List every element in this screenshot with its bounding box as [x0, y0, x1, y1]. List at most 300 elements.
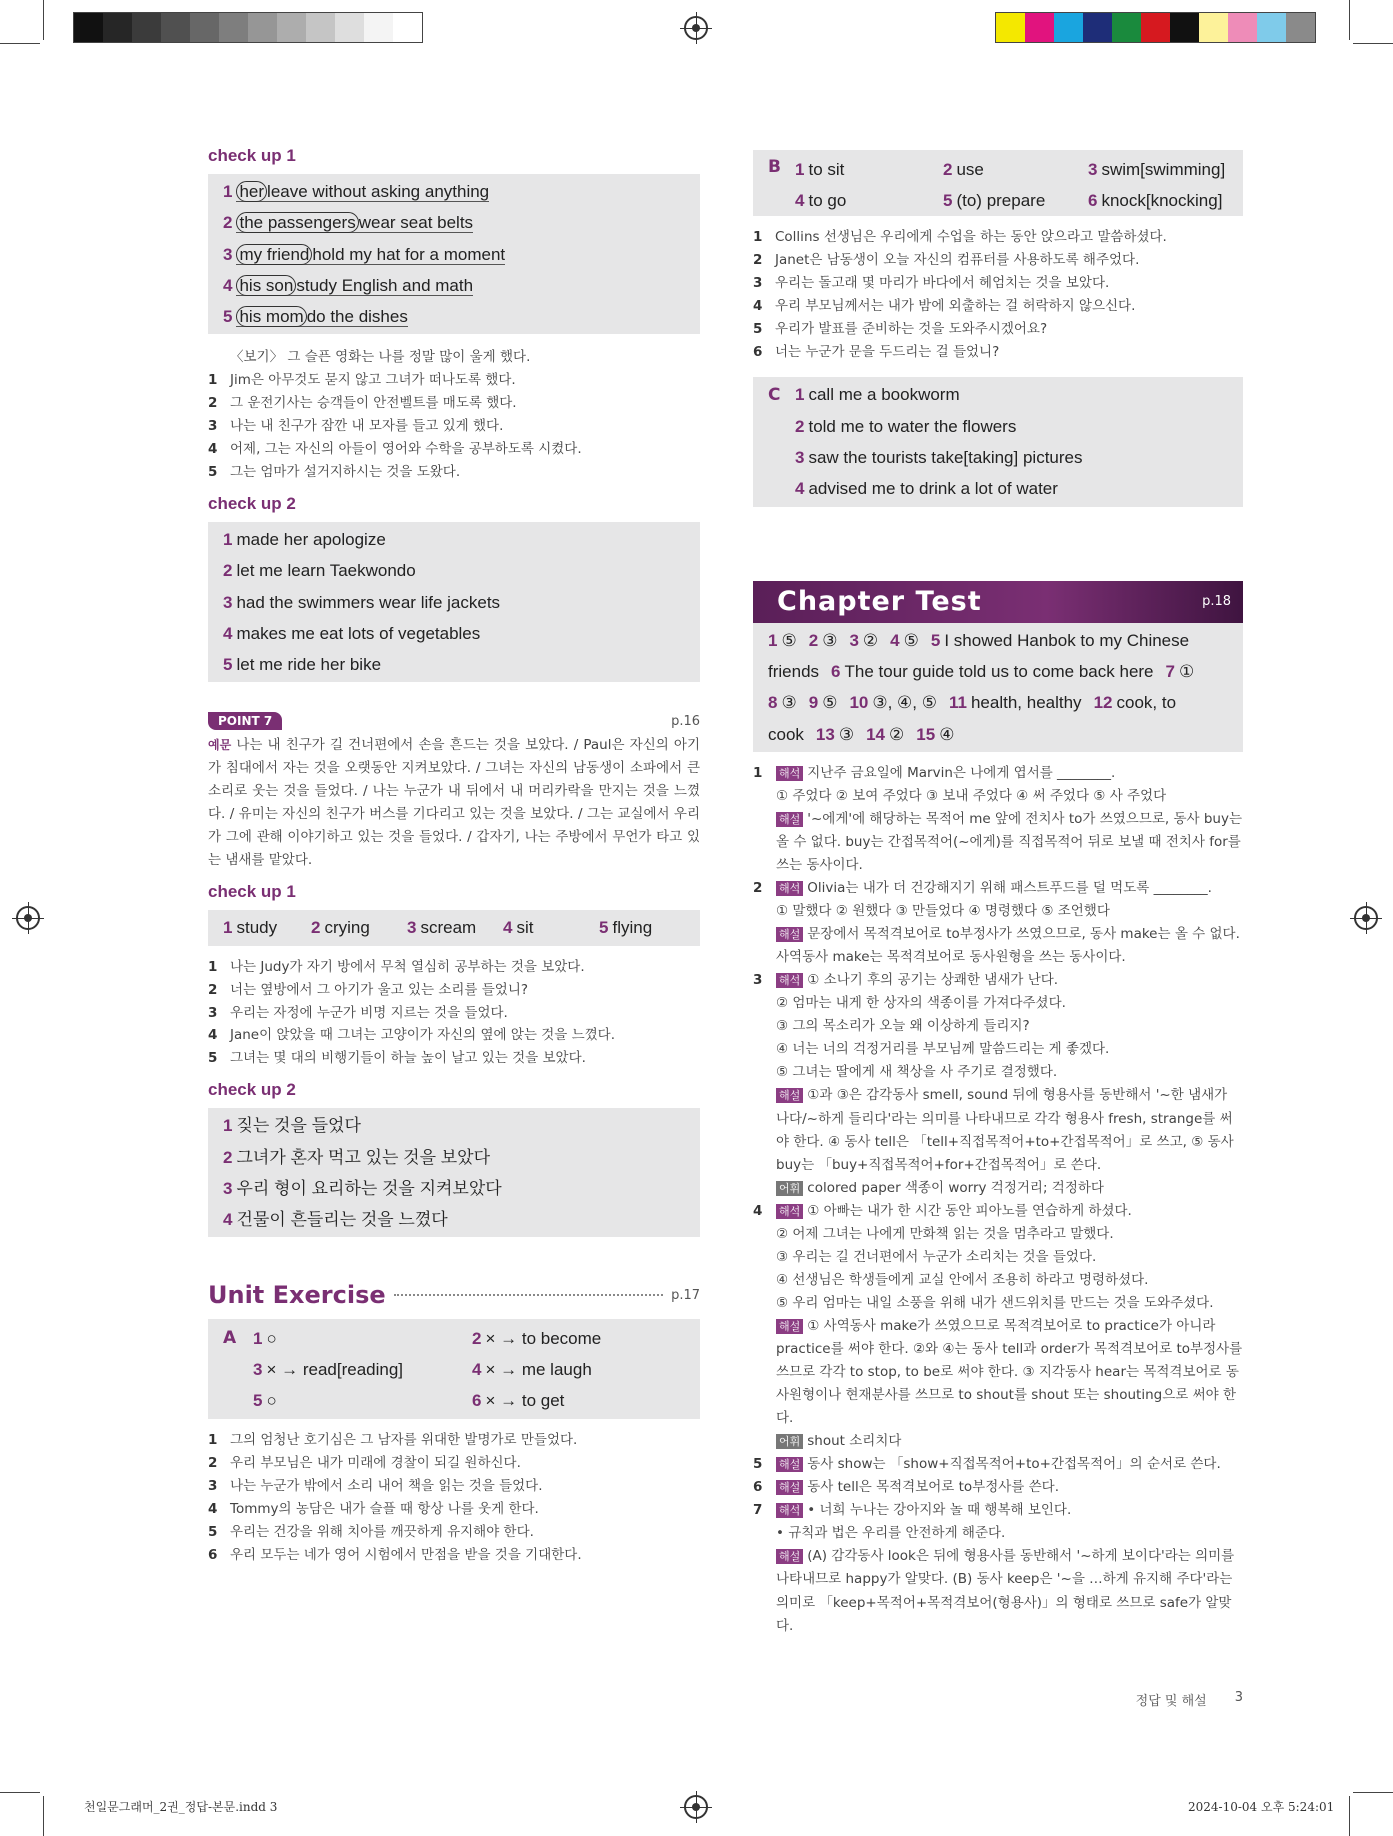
- gray-swatch: [335, 13, 364, 42]
- answer-number: 6: [831, 661, 841, 681]
- exercise-answer: [472, 1385, 564, 1416]
- translation-line: [208, 1521, 700, 1544]
- explanation-text: [776, 992, 1243, 1015]
- answer-number: 1: [795, 385, 805, 405]
- chapter-test-item: [866, 725, 904, 744]
- translation-number: 6: [753, 343, 763, 360]
- translation-text: 우리는 자정에 누군가 비명 지르는 것을 들었다.: [230, 1004, 508, 1021]
- gray-swatch: [393, 13, 422, 42]
- answer-rest: study English and math: [296, 275, 474, 295]
- translation-line: [208, 1498, 700, 1521]
- answer-text: ③: [838, 724, 855, 744]
- explanation-number: 2: [753, 880, 763, 897]
- unit-exercise-answers: [208, 1319, 700, 1419]
- explanation-tag: 해설: [776, 1319, 803, 1334]
- explanation-body: Olivia는 내가 더 건강해지기 위해 패스트푸드를 덜 먹도록 ________.: [807, 880, 1212, 897]
- explanation-body: colored paper 색종이 worry 걱정거리; 걱정하다: [807, 1179, 1104, 1196]
- answer-text: flying: [612, 918, 653, 938]
- explanation-text: [776, 1522, 1243, 1545]
- answer-text: to go: [808, 191, 847, 210]
- explanation-tag: 해설: [776, 1457, 803, 1472]
- answer-number: 3: [1088, 160, 1098, 179]
- explanation-body: ① 주었다 ② 보여 주었다 ③ 보내 주었다 ④ 써 주었다 ⑤ 사 주었다: [776, 787, 1167, 804]
- translation-text: 그녀는 몇 대의 비행기들이 하늘 높이 날고 있는 것을 보았다.: [230, 1050, 586, 1067]
- explanation-body: ① 사역동사 make가 쓰였으므로 목적격보어로 to practice가 아니라 practice를 써야 한다. ②와 ④는 동사 tell과 order가 목적격보어로 to부정사를 쓰므로 각각 to stop, to be로 써야 한다. ③ 지각동사 hear는 목적격보어로 동사원형이나 현재분사를 쓰므로 to shout를 shout 또는 shouting으로 써야 한다.: [776, 1317, 1243, 1427]
- chapter-test-item: [768, 662, 819, 681]
- answer-line: [783, 411, 1243, 442]
- translation-text: Janet은 남동생이 오늘 자신의 컴퓨터를 사용하도록 해주었다.: [775, 251, 1140, 268]
- chapter-test-item: [1094, 693, 1176, 712]
- translation-text: 나는 Judy가 자기 방에서 무척 열심히 공부하는 것을 보았다.: [230, 958, 585, 975]
- answer-number: 3: [795, 448, 805, 468]
- point-page: p.16: [671, 713, 700, 729]
- answer-number: 4: [223, 275, 233, 295]
- explanation-text: [776, 1200, 1243, 1223]
- answer-number: 5: [223, 655, 233, 675]
- explanation-line: [753, 1292, 1243, 1315]
- point-example-text: [208, 734, 700, 872]
- vocabulary-tag: 어휘: [776, 1181, 803, 1196]
- color-swatch: [1083, 13, 1112, 42]
- chapter-test-line: [753, 656, 1243, 687]
- answer-number: 3: [223, 1178, 233, 1198]
- answer-text: ⑤: [822, 693, 838, 713]
- exercise-answer: [472, 1354, 592, 1385]
- explanation-body: ④ 너는 너의 걱정거리를 부모님께 말씀드리는 게 좋겠다.: [776, 1041, 1110, 1058]
- answer-number: 14: [866, 724, 886, 744]
- color-swatch: [1170, 13, 1199, 42]
- footer-file-name: 천일문그래머_2권_정답-본문.indd 3: [84, 1800, 278, 1814]
- gray-swatch: [219, 13, 248, 42]
- registration-mark-bottom: [684, 1795, 708, 1819]
- answer-number: 1: [223, 918, 233, 938]
- answer-number: 4: [795, 479, 805, 499]
- check-up-2-answers: [208, 522, 700, 682]
- answer-text: ③, ④, ⑤: [872, 693, 937, 713]
- translation-line: [208, 392, 700, 415]
- explanation-number: [753, 785, 776, 808]
- answer-number: 4: [890, 630, 900, 650]
- page-number: 3: [1234, 1690, 1243, 1705]
- answer-text: swim[swimming]: [1101, 160, 1226, 179]
- circled-object: his mom: [236, 306, 306, 327]
- explanation-line: [753, 1038, 1243, 1061]
- answer-text: cook: [768, 724, 804, 744]
- answer-text: 건물이 흔들리는 것을 느꼈다: [236, 1210, 448, 1230]
- explanation-line: [753, 1315, 1243, 1430]
- translation-number: 1: [208, 1432, 218, 1449]
- explanation-body: ① 소나기 후의 공기는 상쾌한 냄새가 난다.: [807, 972, 1059, 989]
- explanation-line: [753, 808, 1243, 877]
- explanation-number: [753, 1015, 776, 1038]
- chapter-test-line: [753, 625, 1243, 656]
- grayscale-color-bar: [73, 12, 423, 43]
- answer-line: [208, 301, 700, 332]
- answer-number: 3: [253, 1360, 263, 1380]
- explanation-number: 5: [753, 1456, 763, 1473]
- translation-number: 5: [208, 464, 218, 481]
- translation-number: 3: [208, 1004, 218, 1021]
- answer-text: had the swimmers wear life jackets: [236, 592, 501, 612]
- answer-number: 3: [223, 592, 233, 612]
- explanation-line: [753, 992, 1243, 1015]
- chapter-test-line: [753, 719, 1243, 750]
- answer-text: call me a bookworm: [808, 385, 960, 405]
- translation-line: [208, 346, 700, 369]
- gray-swatch: [248, 13, 277, 42]
- translation-text: 나는 내 친구가 잠깐 내 모자를 들고 있게 했다.: [230, 418, 504, 435]
- chapter-test-item: [849, 631, 878, 650]
- translation-line: [753, 318, 1243, 341]
- answer-number: 5: [599, 918, 609, 938]
- answer-text: study: [236, 918, 278, 938]
- explanation-body: ② 엄마는 내게 한 상자의 색종이를 가져다주셨다.: [776, 995, 1066, 1012]
- answer-number: 2: [223, 561, 233, 581]
- explanation-body: ④ 선생님은 학생들에게 교실 안에서 조용히 하라고 명령하셨다.: [776, 1271, 1149, 1288]
- explanation-number: [753, 1522, 776, 1545]
- circled-object: his son: [236, 275, 296, 296]
- check-up-1-heading: check up 1: [208, 146, 296, 165]
- underlined-answer: [236, 213, 473, 233]
- translation-number: 2: [753, 251, 763, 268]
- answer-line: [783, 379, 1243, 410]
- explanation-text: [776, 1061, 1243, 1084]
- explanation-body: (A) 감각동사 look은 뒤에 형용사를 동반해서 '~하게 보이다'라는 의미를 나타내므로 happy가 알맞다. (B) 동사 keep은 '~을 …하게 유지해 주다'라는 의미로 「keep+목적어+목적격보어(형용사)」의 형태로 쓰므로 safe가 알맞다.: [776, 1548, 1235, 1634]
- explanation-text: [776, 969, 1243, 992]
- explanation-tag: 해설: [776, 1549, 803, 1564]
- explanation-number: [753, 1269, 776, 1292]
- translation-number: 2: [208, 981, 218, 998]
- explanation-line: [753, 1177, 1243, 1200]
- explanation-body: ③ 그의 목소리가 오늘 왜 이상하게 들리지?: [776, 1018, 1030, 1035]
- answer-text: let me ride her bike: [236, 655, 382, 675]
- explanation-tag: 해석: [776, 881, 803, 896]
- answer-line: [208, 649, 700, 680]
- chapter-test-page: p.18: [1202, 594, 1231, 610]
- answer-text: The tour guide told us to come back here: [844, 661, 1154, 681]
- explanation-text: [776, 1223, 1243, 1246]
- unit-exercise-page: p.17: [671, 1287, 700, 1303]
- color-swatch: [1228, 13, 1257, 42]
- exercise-answer: [472, 1323, 601, 1354]
- check-up-2b-answers: [208, 1108, 700, 1237]
- registration-mark-right: [1354, 906, 1378, 930]
- explanation-text: [776, 1430, 1243, 1453]
- translation-line: [753, 249, 1243, 272]
- section-b-label: B: [768, 157, 781, 177]
- translation-line: [208, 1024, 700, 1047]
- left-column: [208, 146, 700, 1567]
- translation-text: 우리는 건강을 위해 치아를 깨끗하게 유지해야 한다.: [230, 1524, 534, 1541]
- answer-text: made her apologize: [236, 529, 386, 549]
- answer-text: × → to become: [485, 1329, 602, 1349]
- example-body: 나는 내 친구가 길 건너편에서 손을 흔드는 것을 보았다. / Paul은 자신의 아기가 침대에서 자는 것을 오랫동안 지켜보았다. / 그녀는 자신의 남동생이 소파에서 큰 소리로 웃는 것을 들었다. / 나는 누군가 내 뒤에서 내 머리카락을 만지는 것을 느꼈다. / 유미는 자신의 친구가 버스를 기다리고 있는 것을 보았다. / 그는 교실에서 우리가 그에 관해 이야기하고 있는 것을 들었다. / 갑자기, 나는 주방에서 무언가 타고 있는 냄새를 맡았다.: [208, 737, 700, 869]
- translation-number: 4: [208, 441, 218, 458]
- explanation-text: [776, 1269, 1243, 1292]
- explanation-number: [753, 808, 776, 877]
- answer-item: [223, 912, 311, 943]
- explanation-body: ① 아빠는 내가 한 시간 동안 피아노를 연습하게 하셨다.: [807, 1202, 1132, 1219]
- chapter-test-item: [768, 631, 797, 650]
- answer-line: [208, 1204, 700, 1235]
- explanation-tag: 해석: [776, 1204, 803, 1219]
- explanation-tag: 해석: [776, 1503, 803, 1518]
- answer-number: 3: [407, 918, 417, 938]
- registration-mark-left: [16, 906, 40, 930]
- explanation-line: [753, 1061, 1243, 1084]
- explanation-body: shout 소리치다: [807, 1433, 902, 1450]
- exercise-answer: [253, 1323, 277, 1354]
- section-b-answer: [795, 185, 846, 216]
- answer-number: 2: [795, 416, 805, 436]
- answer-number: 7: [1165, 661, 1175, 681]
- answer-text: advised me to drink a lot of water: [808, 479, 1058, 499]
- answer-text: 짖는 것을 들었다: [236, 1116, 361, 1136]
- explanation-text: [776, 1038, 1243, 1061]
- answer-text: ⑤: [781, 630, 797, 650]
- explanation-line: [753, 1476, 1243, 1499]
- answer-text: ○: [266, 1329, 277, 1349]
- explanation-line: [753, 969, 1243, 992]
- answer-number: 2: [223, 1147, 233, 1167]
- answer-text: let me learn Taekwondo: [236, 561, 416, 581]
- explanation-body: ⑤ 우리 엄마는 내일 소풍을 위해 내가 샌드위치를 만드는 것을 도와주셨다.: [776, 1294, 1214, 1311]
- explanation-number: [753, 1177, 776, 1200]
- answer-text: 그녀가 혼자 먹고 있는 것을 보았다: [236, 1147, 490, 1167]
- answer-text: crying: [324, 918, 370, 938]
- explanation-line: [753, 1522, 1243, 1545]
- underlined-answer: [236, 307, 407, 327]
- translation-text: Tommy의 농담은 내가 슬플 때 항상 나를 웃게 한다.: [230, 1501, 539, 1518]
- explanation-body: 문장에서 목적격보어로 to부정사가 쓰였으므로, 동사 make는 올 수 없다. 사역동사 make는 목적격보어로 동사원형을 쓰는 동사이다.: [776, 926, 1240, 966]
- answer-text: knock[knocking]: [1101, 191, 1223, 210]
- chapter-test-line: [753, 687, 1243, 718]
- translation-line: [753, 272, 1243, 295]
- answer-line: [783, 442, 1243, 473]
- explanation-number: [753, 900, 776, 923]
- answer-number: 5: [223, 307, 233, 327]
- explanation-body: • 너희 누나는 강아지와 놀 때 행복해 보인다.: [807, 1502, 1072, 1519]
- explanation-text: [776, 808, 1243, 877]
- chapter-test-item: [831, 662, 1153, 681]
- color-swatch: [1054, 13, 1083, 42]
- explanation-number: [753, 992, 776, 1015]
- explanation-text: [776, 1499, 1243, 1522]
- translation-line: [753, 295, 1243, 318]
- translation-line: [208, 1002, 700, 1025]
- explanation-line: [753, 762, 1243, 785]
- explanation-text: [776, 1315, 1243, 1430]
- dotted-leader: [394, 1294, 663, 1296]
- answer-text: ①: [1178, 661, 1195, 681]
- answer-number: 3: [849, 630, 859, 650]
- chapter-test-item: [916, 725, 954, 744]
- answer-text: cook, to: [1116, 693, 1177, 713]
- translation-line: [753, 341, 1243, 364]
- answer-number: 5: [253, 1391, 263, 1411]
- right-column: [753, 150, 1243, 1709]
- answer-item: [503, 912, 599, 943]
- translation-line: [208, 415, 700, 438]
- footer-timestamp: 2024-10-04 오후 5:24:01: [1188, 1800, 1335, 1814]
- explanation-text: [776, 1177, 1243, 1200]
- section-c-answers: [753, 377, 1243, 506]
- explanation-body: 동사 show는 「show+직접목적어+to+간접목적어」의 순서로 쓴다.: [807, 1456, 1221, 1473]
- translation-number: 3: [753, 274, 763, 291]
- answer-number: 4: [223, 623, 233, 643]
- answer-number: 4: [795, 191, 805, 210]
- translation-text: 우리 모두는 네가 영어 시험에서 만점을 받을 것을 기대한다.: [230, 1546, 582, 1563]
- footer-section-label: 정답 및 해설: [1135, 1694, 1207, 1709]
- translation-line: [208, 438, 700, 461]
- answer-text: told me to water the flowers: [808, 416, 1017, 436]
- color-swatch: [1112, 13, 1141, 42]
- answer-item: [407, 912, 503, 943]
- explanation-number: 1: [753, 764, 763, 781]
- translation-text: 그의 엄청난 호기심은 그 남자를 위대한 발명가로 만들었다.: [230, 1432, 578, 1449]
- translation-line: [208, 1429, 700, 1452]
- color-swatch: [1199, 13, 1228, 42]
- translation-number: 2: [208, 395, 218, 412]
- answer-number: 3: [223, 244, 233, 264]
- explanation-line: [753, 1200, 1243, 1223]
- explanation-number: [753, 923, 776, 969]
- answer-number: 10: [849, 693, 869, 713]
- answer-item: [599, 912, 695, 943]
- answer-number: 1: [223, 182, 233, 201]
- crop-mark: [1349, 0, 1350, 40]
- explanation-text: [776, 923, 1243, 969]
- explanation-text: [776, 785, 1243, 808]
- explanation-text: [776, 1292, 1243, 1315]
- explanation-line: [753, 877, 1243, 900]
- explanation-text: [776, 1453, 1243, 1476]
- explanation-line: [753, 1545, 1243, 1637]
- chapter-test-title: Chapter Test: [777, 586, 982, 618]
- translation-text: Jane이 앉았을 때 그녀는 고양이가 자신의 옆에 앉는 것을 느꼈다.: [230, 1027, 616, 1044]
- crop-mark: [1349, 1796, 1350, 1836]
- answer-number: 1: [223, 1116, 233, 1136]
- explanation-number: [753, 1084, 776, 1176]
- answer-number: 5: [930, 630, 941, 650]
- vocabulary-tag: 어휘: [776, 1434, 803, 1449]
- gray-swatch: [132, 13, 161, 42]
- translation-number: 3: [208, 1478, 218, 1495]
- answer-text: ⑤: [903, 630, 919, 650]
- explanation-line: [753, 1269, 1243, 1292]
- answer-text: ③: [781, 693, 797, 713]
- answer-text: (to) prepare: [956, 191, 1046, 210]
- check-up-1b-heading: check up 1: [208, 882, 296, 902]
- explanation-text: [776, 1246, 1243, 1269]
- section-b-translations: [753, 226, 1243, 363]
- explanation-tag: 해설: [776, 1088, 803, 1103]
- gray-swatch: [277, 13, 306, 42]
- explanation-number: [753, 1430, 776, 1453]
- answer-text: saw the tourists take[taking] pictures: [808, 448, 1083, 468]
- explanation-line: [753, 785, 1243, 808]
- chapter-test-answers: [753, 623, 1243, 752]
- answer-number: 6: [1088, 191, 1098, 210]
- chapter-test-item: [768, 725, 804, 744]
- check-up-2-heading: check up 2: [208, 493, 296, 513]
- translation-number: 4: [208, 1027, 218, 1044]
- section-c-label: C: [768, 385, 781, 406]
- translation-number: 4: [753, 297, 763, 314]
- page-footer: [1136, 1690, 1243, 1709]
- translation-number: 1: [753, 229, 763, 245]
- explanation-line: [753, 1453, 1243, 1476]
- answer-number: 5: [943, 191, 953, 210]
- answer-text: × → me laugh: [485, 1360, 592, 1380]
- translation-text: 우리 부모님께서는 내가 밤에 외출하는 걸 허락하지 않으신다.: [775, 297, 1136, 314]
- section-b-answers: [753, 150, 1243, 216]
- translation-line: [208, 1475, 700, 1498]
- exercise-answer: [253, 1385, 277, 1416]
- answer-text: makes me eat lots of vegetables: [236, 623, 481, 643]
- answer-line: [208, 1142, 700, 1173]
- translation-number: 5: [208, 1050, 218, 1067]
- explanation-line: [753, 900, 1243, 923]
- translation-text: Collins 선생님은 우리에게 수업을 하는 동안 앉으라고 말씀하셨다.: [775, 229, 1167, 245]
- gray-swatch: [161, 13, 190, 42]
- answer-line: [208, 207, 700, 238]
- answer-item: [311, 912, 407, 943]
- translation-line: [208, 956, 700, 979]
- crop-mark: [1353, 1792, 1393, 1793]
- translation-number: 1: [208, 958, 218, 975]
- translation-number: 1: [208, 372, 218, 389]
- answer-line: [208, 1173, 700, 1204]
- chapter-test-item: [849, 693, 937, 712]
- answer-text: × → read[reading]: [266, 1360, 404, 1380]
- answer-number: 8: [768, 693, 778, 713]
- translation-line: [208, 1544, 700, 1567]
- color-swatch: [1141, 13, 1170, 42]
- process-color-bar: [995, 12, 1316, 43]
- answer-rest: do the dishes: [306, 307, 408, 327]
- chapter-test-explanations: [753, 762, 1243, 1638]
- answer-line: [208, 587, 700, 618]
- translation-line: [753, 226, 1243, 249]
- answer-number: 2: [311, 918, 321, 938]
- chapter-test-item: [931, 631, 1189, 650]
- answer-line: [208, 239, 700, 270]
- translation-line: [208, 369, 700, 392]
- answer-number: 13: [815, 724, 835, 744]
- section-b-answer: [795, 154, 844, 185]
- gray-swatch: [74, 13, 103, 42]
- answer-line: [208, 618, 700, 649]
- check-up-2b-heading: check up 2: [208, 1080, 296, 1100]
- answer-rest: leave without asking anything: [267, 182, 490, 201]
- explanation-body: 지난주 금요일에 Marvin은 나에게 엽서를 ________.: [807, 764, 1116, 781]
- translation-text: 너는 누군가 문을 두드리는 걸 들었니?: [775, 343, 1000, 360]
- section-b-answer: [1088, 154, 1225, 185]
- section-b-answer: [943, 185, 1045, 216]
- chapter-test-item: [890, 631, 919, 650]
- translation-text: 그는 엄마가 설거지하시는 것을 도왔다.: [230, 464, 461, 481]
- answer-number: 1: [223, 529, 233, 549]
- circled-object: my friend: [236, 244, 312, 265]
- color-swatch: [1257, 13, 1286, 42]
- answer-text: scream: [420, 918, 477, 938]
- answer-number: 2: [472, 1329, 482, 1349]
- answer-rest: wear seat belts: [358, 213, 474, 233]
- unit-exercise-heading: Unit Exercise: [208, 1281, 386, 1310]
- answer-line: [208, 270, 700, 301]
- explanation-text: [776, 1084, 1243, 1176]
